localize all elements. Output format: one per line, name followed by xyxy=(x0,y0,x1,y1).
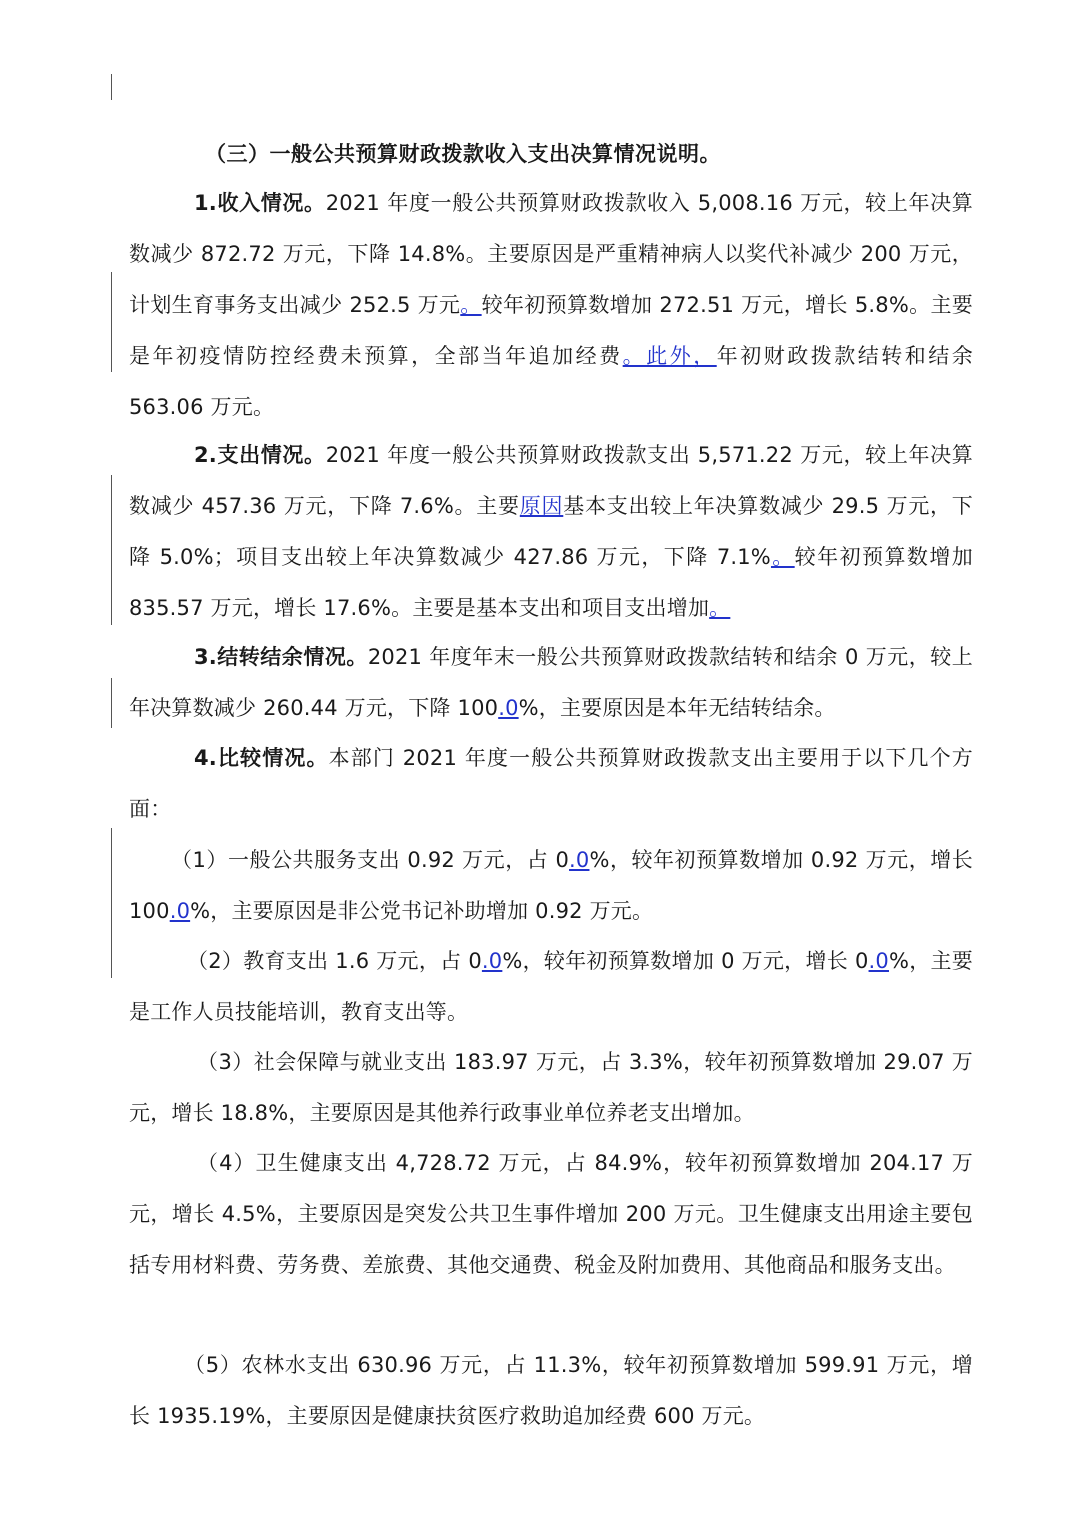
item3-text-1: （3）社会保障与就业支出 183.97 万元，占 3.3%，较年初预算数增加 29.07 万元，增长 18.8%，主要原因是其他养行政事业单位养老支出增加。 xyxy=(129,1050,973,1125)
expense-text-1: 2021 年度一般公共预算财政拨款支出 5,571.22 万元，较上年决算数减少 457.36 万元，下降 7.6%。主要 xyxy=(129,443,973,518)
income-text-3: 年初财政拨款结转和结余 563.06 万元。 xyxy=(129,344,973,419)
list-item-social-security xyxy=(129,1037,973,1139)
list-item-general-services xyxy=(129,835,973,937)
list-item-education xyxy=(129,936,973,1038)
item1-link-2[interactable]: .0 xyxy=(169,899,191,923)
item4-text-1: （4）卫生健康支出 4,728.72 万元，占 84.9%，较年初预算数增加 204.17 万元，增长 4.5%，主要原因是突发公共卫生事件增加 200 万元。卫生健康支出用途主要包括专用材料费、劳务费、差旅费、其他交通费、税金及附加费用、其他商品和服务支出。 xyxy=(129,1151,973,1277)
list-item-health xyxy=(129,1138,973,1291)
comparison-text-1: 本部门 2021 年度一般公共预算财政拨款支出主要用于以下几个方面： xyxy=(129,746,973,821)
carryover-link-1[interactable]: .0 xyxy=(498,696,519,720)
item1-text-2: %，较年初预算数增加 0.92 万元，增长 100 xyxy=(129,848,973,923)
expense-link-1[interactable]: 原因 xyxy=(519,494,564,518)
income-link-1[interactable]: 。 xyxy=(460,293,482,317)
item2-text-1: （2）教育支出 1.6 万元，占 0 xyxy=(187,949,482,973)
carryover-label: 3.结转结余情况。 xyxy=(194,645,368,669)
income-link-2[interactable]: 。此外， xyxy=(622,344,717,368)
paragraph-income xyxy=(129,178,973,433)
item1-text-3: %，主要原因是非公党书记补助增加 0.92 万元。 xyxy=(190,899,654,923)
expense-text-3: 较年初预算数增加 835.57 万元，增长 17.6%。主要是基本支出和项目支出增加 xyxy=(129,545,974,620)
expense-label: 2.支出情况。 xyxy=(194,443,326,467)
item1-link-1[interactable]: .0 xyxy=(569,848,590,872)
expense-link-3[interactable]: 。 xyxy=(709,596,731,620)
paragraph-comparison xyxy=(129,733,973,835)
expense-text-2: 基本支出较上年决算数减少 29.5 万元，下降 5.0%；项目支出较上年决算数减少 427.86 万元，下降 7.1% xyxy=(129,494,973,569)
carryover-text-2: %，主要原因是本年无结转结余。 xyxy=(518,696,836,720)
income-label: 1.收入情况。 xyxy=(194,191,326,215)
expense-link-2[interactable]: 。 xyxy=(770,545,795,569)
revision-mark xyxy=(111,678,112,728)
revision-mark xyxy=(111,272,112,372)
revision-mark xyxy=(111,74,112,100)
item2-link-2[interactable]: .0 xyxy=(868,949,889,973)
item5-text-1: （5）农林水支出 630.96 万元，占 11.3%，较年初预算数增加 599.91 万元，增长 1935.19%，主要原因是健康扶贫医疗救助追加经费 600 万元。 xyxy=(129,1353,973,1428)
item2-link-1[interactable]: .0 xyxy=(481,949,503,973)
item1-text-1: （1）一般公共服务支出 0.92 万元，占 0 xyxy=(171,848,570,872)
paragraph-expense xyxy=(129,430,973,634)
section-heading: （三）一般公共预算财政拨款收入支出决算情况说明。 xyxy=(205,142,721,166)
carryover-text-1: 2021 年度年末一般公共预算财政拨款结转和结余 0 万元，较上年决算数减少 260.44 万元，下降 100 xyxy=(129,645,974,720)
item2-text-3: %，主要是工作人员技能培训，教育支出等。 xyxy=(129,949,973,1024)
list-item-agriculture xyxy=(129,1340,973,1442)
item2-text-2: %，较年初预算数增加 0 万元，增长 0 xyxy=(502,949,869,973)
comparison-label: 4.比较情况。 xyxy=(194,746,329,770)
income-text-1: 2021 年度一般公共预算财政拨款收入 5,008.16 万元，较上年决算数减少 872.72 万元，下降 14.8%。主要原因是严重精神病人以奖代补减少 200 万元，计划生育事务支出减少 252.5 万元 xyxy=(129,191,973,317)
income-text-2: 较年初预算数增加 272.51 万元，增长 5.8%。主要是年初疫情防控经费未预算，全部当年追加经费 xyxy=(129,293,973,368)
revision-mark xyxy=(111,475,112,625)
paragraph-carryover xyxy=(129,632,973,734)
revision-mark xyxy=(111,828,112,978)
